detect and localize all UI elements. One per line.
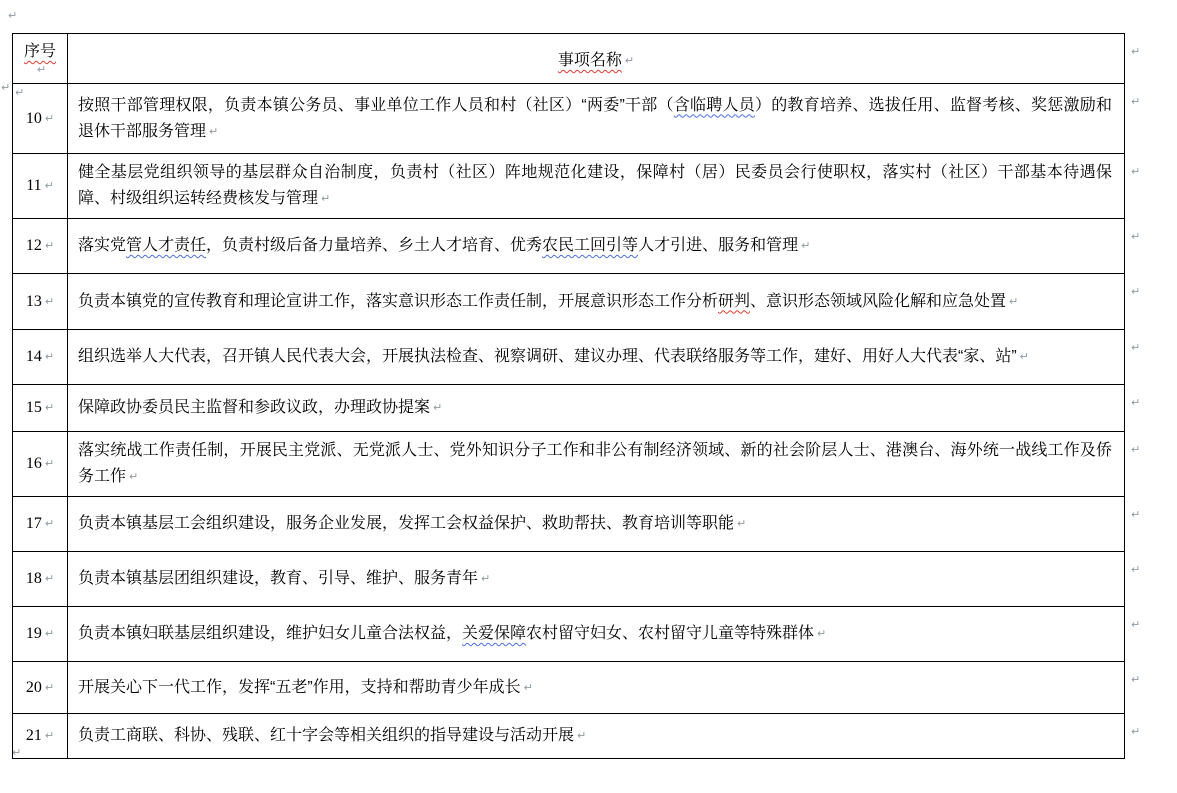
row-end-mark: ↵ — [1131, 164, 1141, 178]
text-segment: 健全基层党组织领导的基层群众自治制度，负责村（社区）阵地规范化建设，保障村（居）民委员会行使职权，落实村（社区）干部基本待遇保障、村级组织运转经费核发与管理 — [78, 164, 1112, 207]
text-segment: 负责本镇基层工会组织建设，服务企业发展，发挥工会权益保护、救助帮扶、教育培训等职能 — [78, 515, 735, 532]
cell-end-mark: ↵ — [44, 572, 55, 585]
item-name-cell — [68, 274, 1125, 330]
cell-end-mark: ↵ — [817, 627, 827, 640]
text-segment: 负责本镇基层团组织建设，教育、引导、维护、服务青年 — [78, 570, 479, 587]
text-segment-blue-wavy: 含临聘人员 — [673, 96, 755, 114]
text-segment: 人才引进、服务和管理 — [638, 237, 799, 254]
row-end-mark: ↵ — [1131, 562, 1141, 576]
text-segment: 保障政协委员民主监督和参政议政，办理政协提案 — [78, 399, 431, 416]
row-number: 14 — [25, 348, 42, 365]
cell-end-mark: ↵ — [577, 729, 587, 742]
text-segment: 落实党 — [78, 237, 127, 254]
row-end-mark: ↵ — [1131, 617, 1141, 631]
row-end-mark: ↵ — [1131, 395, 1141, 409]
text-segment: 农村留守妇女、农村留守儿童等特殊群体 — [526, 625, 815, 642]
table-row — [13, 385, 1155, 432]
row-end-mark-cell — [1125, 662, 1155, 714]
cell-end-mark: ↵ — [129, 470, 139, 483]
row-number: 17 — [25, 515, 42, 532]
item-name-cell — [68, 607, 1125, 662]
row-number-cell — [13, 607, 68, 662]
text-segment-blue-wavy: 管人才责任 — [126, 237, 207, 254]
row-end-mark-cell — [1125, 219, 1155, 274]
row-number: 10 — [25, 109, 42, 127]
row-number-cell — [13, 552, 68, 607]
paragraph-mark: ↵ — [15, 86, 25, 99]
row-end-mark: ↵ — [1131, 340, 1141, 354]
header-row — [13, 34, 1155, 84]
text-segment-red-wavy: 研判 — [718, 292, 751, 310]
text-segment: 负责本镇党的宣传教育和理论宣讲工作，落实意识形态工作责任制，开展意识形态工作分析 — [78, 292, 719, 310]
table-row — [13, 432, 1155, 497]
row-number: 12 — [25, 237, 42, 254]
table-row — [13, 552, 1155, 607]
table-row — [13, 84, 1155, 154]
items-tbody — [13, 84, 1155, 759]
paragraph-mark: ↵ — [8, 9, 18, 22]
text-segment: 按照干部管理权限，负责本镇公务员、事业单位工作人员和村（社区）“两委”干部（ — [78, 96, 674, 114]
row-end-mark-cell — [1125, 330, 1155, 385]
cell-end-mark: ↵ — [44, 294, 55, 308]
cell-end-mark: ↵ — [44, 350, 55, 363]
row-end-mark-cell — [1125, 385, 1155, 432]
row-end-mark-cell — [1125, 497, 1155, 552]
cell-end-mark: ↵ — [321, 192, 331, 205]
row-end-mark-cell — [1125, 154, 1155, 219]
table-row — [13, 714, 1155, 759]
cell-end-mark: ↵ — [624, 54, 635, 67]
cell-end-mark: ↵ — [36, 63, 47, 76]
row-end-mark-cell — [1125, 432, 1155, 497]
row-end-mark: ↵ — [1131, 442, 1141, 456]
row-number: 13 — [25, 292, 42, 310]
row-number-cell — [13, 662, 68, 714]
cell-end-mark: ↵ — [433, 401, 443, 414]
text-segment: 负责本镇妇联基层组织建设，维护妇女儿童合法权益， — [78, 625, 463, 642]
row-number: 21 — [25, 727, 42, 744]
cell-end-mark: ↵ — [1019, 350, 1029, 363]
header-no-label: 序号 — [23, 43, 56, 60]
row-number: 15 — [25, 399, 42, 416]
header-cell-name — [68, 34, 1125, 84]
item-name-cell — [68, 497, 1125, 552]
item-name-cell — [68, 662, 1125, 714]
row-number-cell — [13, 330, 68, 385]
row-number-cell — [13, 274, 68, 330]
text-segment: 开展关心下一代工作，发挥“五老”作用，支持和帮助青少年成长 — [78, 678, 521, 696]
row-end-mark: ↵ — [1131, 672, 1141, 686]
row-number-cell — [13, 219, 68, 274]
item-name-cell — [68, 84, 1125, 154]
paragraph-mark: ↵ — [12, 746, 22, 759]
cell-end-mark: ↵ — [523, 680, 533, 694]
table-row — [13, 330, 1155, 385]
text-segment: 负责工商联、科协、残联、红十字会等相关组织的指导建设与活动开展 — [78, 727, 575, 744]
row-number-cell — [13, 497, 68, 552]
text-segment-blue-wavy: 农民工回引等 — [542, 237, 639, 254]
table-row — [13, 607, 1155, 662]
items-table — [12, 33, 1155, 759]
row-end-mark: ↵ — [1131, 94, 1141, 108]
cell-end-mark: ↵ — [44, 680, 55, 694]
item-name-cell — [68, 714, 1125, 759]
item-name-cell — [68, 154, 1125, 219]
row-number-cell — [13, 714, 68, 759]
cell-end-mark: ↵ — [44, 179, 54, 192]
row-end-mark-cell — [1125, 274, 1155, 330]
row-number: 20 — [25, 678, 42, 696]
row-end-mark: ↵ — [1131, 507, 1141, 521]
table-row — [13, 219, 1155, 274]
cell-end-mark: ↵ — [481, 572, 491, 585]
cell-end-mark: ↵ — [737, 517, 747, 530]
row-number-cell — [13, 385, 68, 432]
text-segment: ）的教育培养、选拔任用、监督考核、奖惩激励和退休干部服务管理 — [78, 96, 1112, 140]
table-row — [13, 274, 1155, 330]
table-row — [13, 497, 1155, 552]
row-end-mark: ↵ — [1131, 284, 1141, 298]
row-number: 11 — [26, 177, 42, 194]
row-end-mark: ↵ — [1131, 44, 1141, 58]
row-number: 16 — [25, 455, 42, 472]
item-name-cell — [68, 385, 1125, 432]
item-name-cell — [68, 219, 1125, 274]
cell-end-mark: ↵ — [44, 401, 55, 414]
row-end-mark-cell — [1125, 714, 1155, 759]
row-number-cell — [13, 84, 68, 154]
cell-end-mark: ↵ — [801, 239, 811, 252]
text-segment-blue-wavy: 关爱保障 — [462, 625, 527, 642]
item-name-cell — [68, 432, 1125, 497]
row-end-mark-cell — [1125, 84, 1155, 154]
row-end-mark-cell — [1125, 607, 1155, 662]
row-end-mark-cell — [1125, 34, 1155, 84]
header-cell-no — [13, 34, 68, 84]
text-segment: ，负责村级后备力量培养、乡土人才培育、优秀 — [206, 237, 543, 254]
header-name-label: 事项名称 — [557, 52, 622, 69]
cell-end-mark: ↵ — [44, 729, 55, 742]
row-end-mark-cell — [1125, 552, 1155, 607]
cell-end-mark: ↵ — [209, 124, 219, 138]
cell-end-mark: ↵ — [44, 111, 55, 125]
paragraph-mark: ↵ — [1, 81, 11, 94]
row-number: 18 — [25, 570, 42, 587]
item-name-cell — [68, 552, 1125, 607]
row-number-cell — [13, 432, 68, 497]
row-end-mark: ↵ — [1131, 724, 1141, 738]
table-row — [13, 662, 1155, 714]
text-segment: 落实统战工作责任制，开展民主党派、无党派人士、党外知识分子工作和非公有制经济领域、新的社会阶层人士、港澳台、海外统一战线工作及侨务工作 — [78, 442, 1112, 485]
cell-end-mark: ↵ — [44, 517, 55, 530]
cell-end-mark: ↵ — [1009, 294, 1019, 308]
cell-end-mark: ↵ — [44, 627, 55, 640]
row-end-mark: ↵ — [1131, 229, 1141, 243]
text-segment: 、意识形态领域风险化解和应急处置 — [750, 292, 1007, 310]
text-segment: 组织选举人大代表，召开镇人民代表大会，开展执法检查、视察调研、建议办理、代表联络服务等工作，建好、用好人大代表“家、站” — [78, 348, 1017, 365]
item-name-cell — [68, 330, 1125, 385]
row-number: 19 — [25, 625, 42, 642]
cell-end-mark: ↵ — [44, 239, 55, 252]
row-number-cell — [13, 154, 68, 219]
cell-end-mark: ↵ — [44, 457, 55, 470]
table-row — [13, 154, 1155, 219]
